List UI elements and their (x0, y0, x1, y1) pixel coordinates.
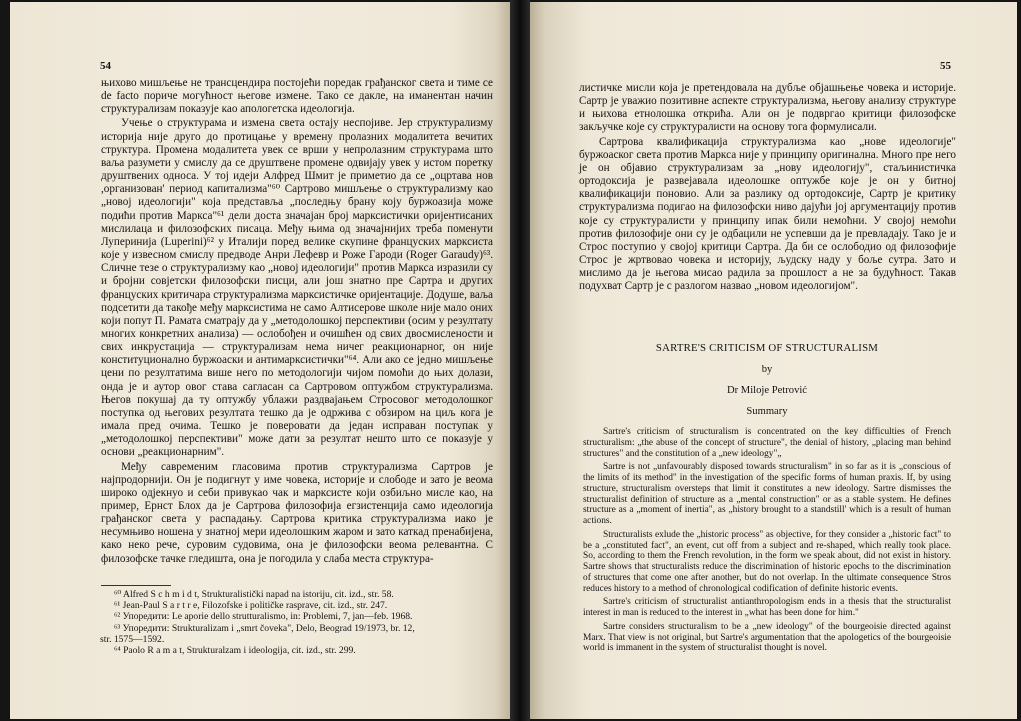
footnote-63-continued: str. 1575—1592. (100, 633, 165, 645)
footnote-63: ⁶³ Упоредити: Strukturalizam i „smrt čoveka", Delo, Beograd 19/1973, br. 12, (114, 622, 415, 634)
book-spine (510, 0, 530, 721)
paragraph: Међу савременим гласовима против структурализма Сартров је најпродорнији. Он је подигнут у име човека, историје и слободе и зато је веома широко одјекнуо и себи привукао чак и марксисте који озбиљно мисле као, на пример, Ернст Блох да је Сартрова филозофија егзистенција само идеологија грађанског света у распадању. Сартрова критика структурализма иако је несумњиво ношена у знатној мери идеолошким жаром и зато каткад пренабијена, како неко рече, суровим судовима, она је филозофски веома релевантна. С филозофске тачке гледишта, она је погодила у слаба места структура- (101, 460, 493, 565)
page-number-left: 54 (100, 60, 111, 72)
summary-by: by (761, 364, 773, 375)
paragraph: њихово мишљење не трансцендира постојећи поредак грађанског света и тиме се de facto пориче могућност његове измене. Тако се дакле, на иманентан начин структурализам показује као апологетска идеологија. (101, 77, 493, 116)
paragraph: Сартрова квалификација структурализма као „нове идеологије" буржоаског света против Маркса није у принципу оригинална. Много пре него је он објавио структурализам за „нову идеологију", стаљинистичка ортодоксија је развејавала идеолошке оптужбе које је он у битној квалификацији поновио. Али за разлику од ортодоксије, Сартр је критику структурализма подигао на филозофски ниво дајући јој аргументацију против које су структуралисти у принципу ипак били немоћни. У својој немоћи против филозофије они су је одбацили не успевши да је превладају. Тако је и Строс поступио у својој критици Сартра. Да би се ослободио од филозофије Строс је жртвовао човека и историју, људску наду у боље сутра. Зато и мислимо да је његова мисао радила за прошлост а не за будућност. Такав подухват Сартр је с разлогом назвао „новом идеологијом". (579, 135, 956, 293)
summary-paragraph: Structuralists exlude the „historic process" as objective, for they consider a „historic fact" to be a „constituted fact", an event, cut off from a subject and re-shaped, which really took place. So, according to them the French revolution, in the form we speak about, did not exist in history. Sartre shows that structuralists reduce the discrimination of historic epochs to the discrimination of structures that come one after another, but do not overlap. In the ultimate consequence Stros reduces history to a method of chronological codification of definite historic events. (583, 529, 951, 594)
summary-paragraph: Sartre considers structuralism to be a „new ideology" of the bourgeoisie directed against Marx. That view is not original, but Sartre's argumentation that the apologetics of the bourgeoisie world is immanent in the system of structuralist thought is novel. (583, 621, 951, 654)
summary-label: Summary (746, 406, 788, 417)
right-body-text (579, 82, 956, 294)
paragraph: Учење о структурама и измена света остају неспојиве. Јер структурализму историја није друго до протицање у времену пролазних модалитета вечитих структура. Промена модалитета увек се врши у непролазним структурама што ваља разумети у смислу да се друштвене промене одвијају увек у истом поретку друштвених односа. У тој идеји Алфред Шмит је приметио да се „оцртава нов ,организован' период капитализма"⁶⁰ Сартрово мишљење о структурализму као „новој идеологији" која представља „последњу брану коју буржоазија може подићи против Маркса"⁶¹ дели доста значајан број марксистички оријентисаних мислилаца и филозофских писаца. Међу њима од значајнијих треба поменути Луперинија (Luperini)⁶² у Италији поред велике скупине француских марксиста које у извесном смислу предводе Анри Лефевр и Роже Гароди (Roger Garaudy)⁶³. Сличне тезе о структурализму као „новој идеологији" против Маркса изразили су и бројни совјетски филозофски писци, али још знатно пре Сартра и других француских критичара структурализма марксистичке оријентације. Додуше, ваља подсетити да такође међу марксистима не само Алтисерове школе није мало оних који попут П. Рамата сматрају да у „методолошкој перспективи (осим у резултату многих конкретних анализа) — ослобођен и очишћен од свих двосмислености и свих инкрустација — структурализам нема ничег реакционарног, он није конституционално буржоаски и антимарксистички"⁶⁴. Али ако се једно мишљење цени по резултатима више него по методологији чијом помоћи до њих долази, онда је и аутор овог става сагласан са Сартровом оптужбом структурализма. Његов покушај да ту оптужбу ублажи раздвајањем Стросовог методолошког поступка од његових резултата тешко да је одржива с обзиром на циљ кога је имала пред очима. Тешко је поверовати да један исправан поступак у „методолошкој перспективи" може дати за резултат нешто што се показује у основи „реакционарним". (101, 117, 493, 459)
summary-paragraph: Sartre's criticism of structuralism is concentrated on the key difficulties of French structuralism: „the abuse of the concept of structure", the denial of history, „placing man behind structures" and the constitution of a „new ideology"„ (583, 427, 951, 459)
english-summary (583, 342, 951, 654)
footnote-64: ⁶⁴ Paolo R a m a t, Strukturalzam i ideologija, cit. izd., str. 299. (114, 645, 356, 657)
left-page (10, 2, 510, 719)
right-page (530, 2, 1017, 719)
footnote-60: ⁶⁰ Alfred S c h m i d t, Strukturalistički napad na istoriju, cit. izd., str. 58. (114, 589, 394, 600)
summary-author: Dr Miloje Petrović (726, 385, 808, 396)
footnote-61: ⁶¹ Jean-Paul S a r t r e, Filozofske i političke rasprave, cit. izd., str. 247. (114, 600, 388, 612)
page-number-right: 55 (940, 60, 951, 72)
summary-paragraph: Sartre's criticism of structuralist antianthropologism ends in a thesis that the structuralist interest in man is reduced to the interest in „what has been done for him." (583, 597, 951, 618)
summary-paragraph: Sartre is not „unfavourably disposed towards structuralism" in so far as it is „conscious of the limits of its method" in the investigation of the specific forms of human praxis. If, by using structure, structuralism oversteps that limit it constitutes a new ideology. Sartre dismisses the structuralist definition of structure as a „mental construction" or as a stable system. He defines structure as a „moment of inertia", as „history brought to a standstill' which is a result of human actions. (583, 462, 951, 526)
footnote-62: ⁶² Упоредити: Le aporie dello strutturalismo, in: Problemi, 7, jan—feb. 1968. (114, 611, 413, 623)
footnotes (101, 585, 493, 656)
footnote-rule (101, 585, 171, 586)
left-body-text (101, 77, 493, 566)
summary-title: SARTRE'S CRITICISM OF STRUCTURALISM (655, 342, 879, 354)
paragraph: листичке мисли која је претендовала на дубље објашњење човека и историје. Сартр је уважио позитивне аспекте структурализма, његову анализу структуре и њихова етнолошка открића. Али он је подвргао критици филозофске закључке које су структуралисти на основу тога формулисали. (579, 82, 956, 134)
summary-text (583, 427, 951, 654)
